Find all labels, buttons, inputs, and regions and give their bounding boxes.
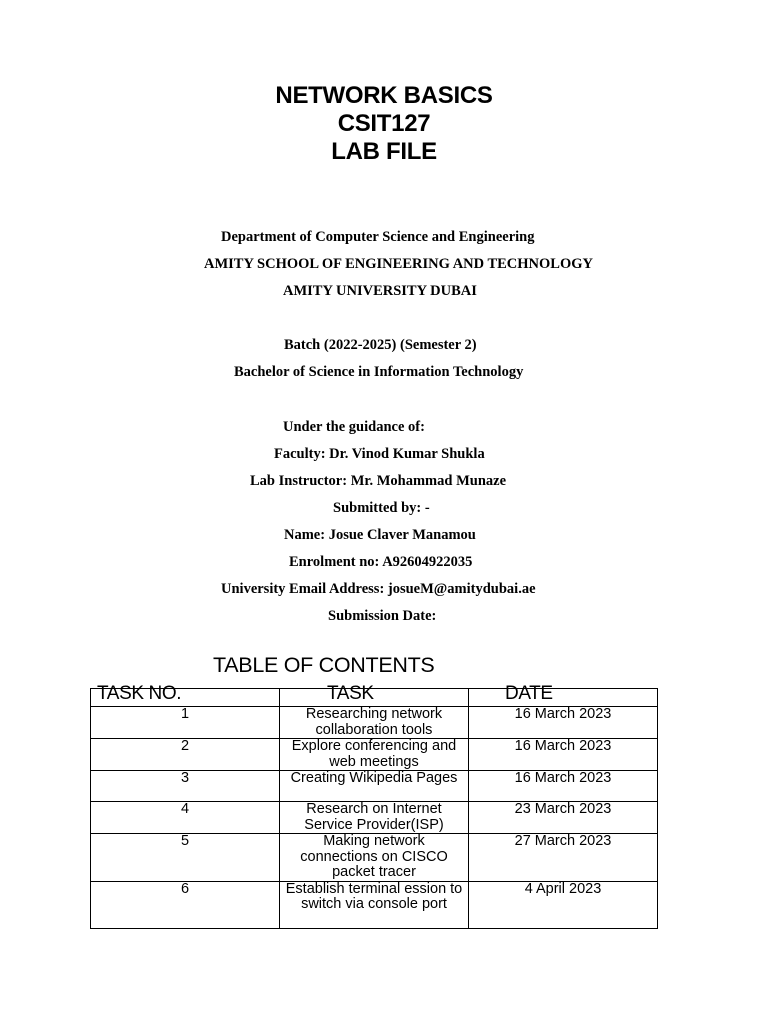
task-number: 3 — [91, 771, 280, 802]
table-row — [91, 881, 658, 928]
course-code: CSIT127 — [337, 110, 431, 137]
table-row — [91, 802, 658, 834]
task-description: Researching network collaboration tools — [280, 707, 469, 739]
batch: Batch (2022-2025) (Semester 2) — [284, 337, 477, 353]
task-number: 1 — [91, 707, 280, 739]
submitted-by: Submitted by: - — [333, 500, 430, 516]
task-description: Explore conferencing and web meetings — [280, 739, 469, 771]
header-task: TASK — [327, 683, 374, 704]
table-row — [91, 834, 658, 882]
task-description: Making network connections on CISCO packet tracer — [280, 834, 469, 882]
toc-table — [90, 688, 658, 929]
guidance-heading: Under the guidance of: — [283, 419, 425, 435]
student-name: Name: Josue Claver Manamou — [284, 527, 476, 543]
table-row — [91, 771, 658, 802]
task-date: 16 March 2023 — [469, 739, 658, 771]
task-date: 27 March 2023 — [469, 834, 658, 882]
task-date: 4 April 2023 — [469, 881, 658, 928]
university-name: AMITY UNIVERSITY DUBAI — [283, 283, 477, 299]
header-date: DATE — [505, 683, 553, 704]
table-row — [91, 707, 658, 739]
header-task-no: TASK NO. — [97, 683, 182, 704]
task-number: 6 — [91, 881, 280, 928]
department: Department of Computer Science and Engineering — [221, 229, 535, 245]
task-number: 2 — [91, 739, 280, 771]
toc-title: TABLE OF CONTENTS — [213, 653, 435, 677]
document-type: LAB FILE — [331, 138, 437, 165]
task-date: 16 March 2023 — [469, 771, 658, 802]
task-number: 4 — [91, 802, 280, 834]
table-row — [91, 739, 658, 771]
task-description: Establish terminal ession to switch via console port — [280, 881, 469, 928]
degree: Bachelor of Science in Information Technology — [234, 364, 524, 380]
lab-instructor: Lab Instructor: Mr. Mohammad Munaze — [250, 473, 507, 489]
school-name: AMITY SCHOOL OF ENGINEERING AND TECHNOLOGY — [204, 256, 594, 272]
table-header-row — [91, 689, 658, 707]
task-date: 16 March 2023 — [469, 707, 658, 739]
enrolment-number: Enrolment no: A92604922035 — [289, 554, 473, 570]
header-cell — [469, 689, 658, 707]
course-title: NETWORK BASICS — [275, 82, 493, 109]
task-description: Research on Internet Service Provider(ISP) — [280, 802, 469, 834]
submission-date: Submission Date: — [328, 608, 437, 624]
task-date: 23 March 2023 — [469, 802, 658, 834]
task-description: Creating Wikipedia Pages — [280, 771, 469, 802]
task-number: 5 — [91, 834, 280, 882]
header-cell — [91, 689, 280, 707]
header-cell — [280, 689, 469, 707]
faculty: Faculty: Dr. Vinod Kumar Shukla — [274, 446, 485, 462]
university-email: University Email Address: josueM@amitydubai.ae — [221, 581, 536, 597]
